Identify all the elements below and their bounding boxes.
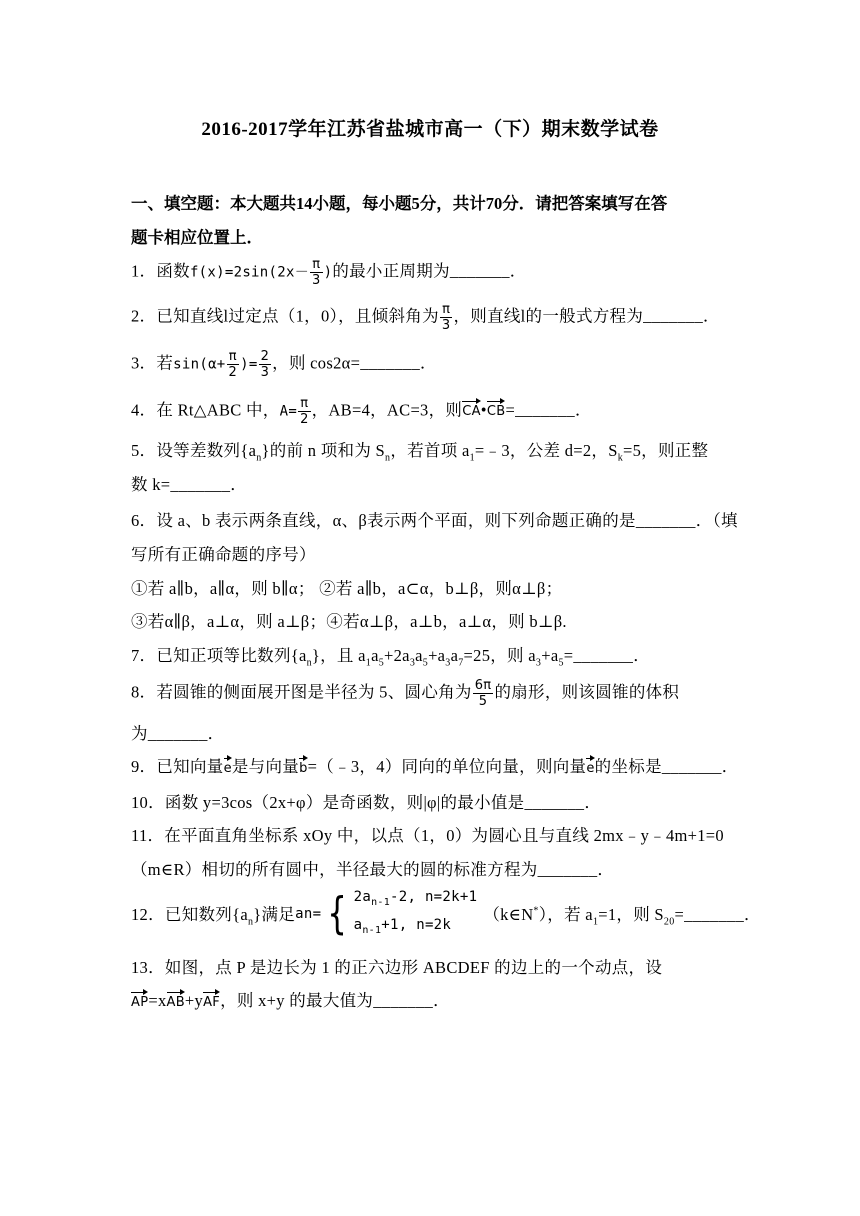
answer-blank: _______	[515, 400, 575, 420]
vector-ab: AB	[167, 989, 185, 1010]
fraction: $\frac{\pi}{2}$	[300, 396, 309, 427]
answer-blank: _______	[524, 793, 585, 812]
answer-blank: _______	[360, 353, 421, 373]
question-5-line-1: 5．设等差数列$\{a_n\}$的前 n 项和为 $S_n$，若首项 $a_1=﹣3$，公差 d=2，$S_k=5$，则正整	[131, 441, 709, 464]
question-6-line-4: ③若α∥β，a⊥α，则 a⊥β；④若α⊥β，a⊥b，a⊥α，则 b⊥β.	[131, 612, 567, 631]
page-title: 2016-2017学年江苏省盐城市高一（下）期末数学试卷	[201, 119, 659, 140]
vector-ca: CA	[462, 398, 481, 419]
answer-blank: _______	[373, 991, 434, 1010]
answer-blank: _______	[170, 475, 231, 494]
question-11-line-1: 11．在平面直角坐标系 xOy 中，以点（1，0）为圆心且与直线 2mx﹣y﹣4m+1=0	[131, 826, 724, 845]
question-3: 3．若sin(α+ $\frac{\pi}{2}$ )= $\frac{2}{3}$ ，则 cos2α=_______．	[131, 349, 437, 380]
answer-blank: _______	[537, 860, 598, 879]
section-heading-line-1: 一、填空题：本大题共14小题，每小题5分，共计70分．请把答案填写在答	[131, 194, 668, 213]
answer-blank: _______	[449, 261, 510, 281]
vector-ap: AP	[131, 989, 148, 1010]
answer-blank: _______	[684, 904, 744, 924]
question-10: 10．函数 y=3cos（2x+φ）是奇函数，则|φ|的最小值是_______．	[131, 793, 602, 812]
question-1: 1．函数f(x)=2sin(2x－ $\frac{\pi}{3}$ )的最小正周期为_______．	[131, 257, 527, 288]
answer-blank: _______	[573, 646, 634, 665]
question-9: 9．已知向量e是与向量b=（﹣3，4）同向的单位向量，则向量e的坐标是_______．	[131, 757, 739, 776]
fraction: $\frac{\pi}{3}$	[312, 257, 321, 288]
question-7: 7．已知正项等比数列$\{a_n\}$，且 $a_1a_5+2a_3a_5+a_3a_7=25$，则 $a_3+a_5=\_\_\_\_\_\_\_$．	[131, 646, 651, 669]
vector-cb: CB	[487, 398, 506, 419]
fraction: $\frac{\pi}{3}$	[441, 302, 451, 333]
question-2: 2．已知直线l过定点（1，0），且倾斜角为 $\frac{\pi}{3}$ ，则直线l的一般式方程为_______．	[131, 302, 720, 333]
piecewise-definition: a n = { $2a_{n-1}-2$, n=2k+1 $a_{n-1}+1$, n=2k	[295, 887, 478, 939]
question-4: 4．在 Rt△ABC 中，A= $\frac{\pi}{2}$ ，AB=4，AC=3，则CA•CB=_______．	[131, 396, 592, 427]
question-13-line-2: AP=xAB+yAF，则 x+y 的最大值为_______．	[131, 991, 450, 1010]
question-6-line-3: ①若 a∥b，a∥α，则 b∥α； ②若 a∥b，a⊂α，b⊥β，则α⊥β；	[131, 579, 563, 598]
question-8-line-2: 为_______．	[131, 724, 225, 743]
question-5-line-2: 数 k=_______．	[131, 475, 248, 494]
vector-af: AF	[203, 989, 220, 1010]
question-6-line-2: 写所有正确命题的序号）	[131, 545, 316, 564]
section-heading-line-2: 题卡相应位置上．	[131, 228, 263, 247]
question-13-line-1: 13．如图，点 P 是边长为 1 的正六边形 ABCDEF 的边上的一个动点，设	[131, 958, 663, 977]
answer-blank: _______	[661, 757, 722, 776]
question-8-line-1: 8．若圆锥的侧面展开图是半径为 5、圆心角为 $\frac{6\pi}{5}$ 的扇形，则该圆锥的体积	[131, 678, 680, 709]
vector-e: e	[224, 755, 232, 776]
question-6-line-1: 6．设 a、b 表示两条直线，α、β表示两个平面，则下列命题正确的是_______．（填	[131, 511, 738, 530]
fraction: $\frac{6\pi}{5}$	[474, 678, 492, 709]
vector-b: b	[299, 755, 308, 776]
answer-blank: _______	[643, 306, 704, 326]
answer-blank: _______	[635, 511, 696, 530]
question-12: 12．已知数列$\{a_n\}$满足 a n = { $2a_{n-1}-2$, n=2k+1 $a_{n-1}+1$, n=2k （k∈N*），若 $a_1=1$，则 $S_{20}=\_\_\_\_\_\_\_$．	[131, 886, 733, 942]
fraction: $\frac{2}{3}$	[260, 349, 270, 380]
question-11-line-2: （m∈R）相切的所有圆中，半径最大的圆的标准方程为_______．	[131, 860, 615, 879]
answer-blank: _______	[147, 724, 208, 743]
fraction: $\frac{\pi}{2}$	[228, 349, 238, 380]
vector-e: e	[586, 755, 594, 776]
